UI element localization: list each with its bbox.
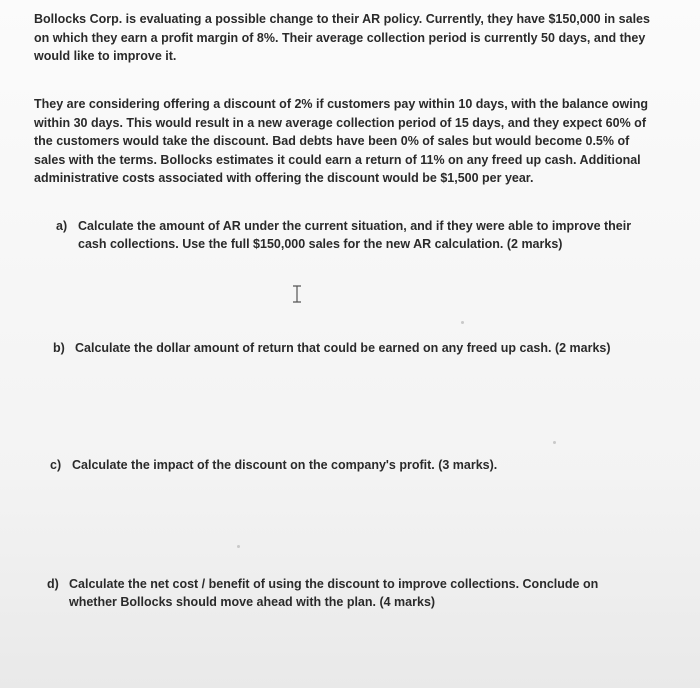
question-c-label: c) [50,458,62,472]
intro-paragraph: Bollocks Corp. is evaluating a possible change to their AR policy. Currently, they have $150,000 in sales on which they earn a profit margin of 8%. Their average collection period is currently 50 days, and they would like to improve it. [34,12,650,63]
paper-speck [237,545,240,548]
question-d-text: Calculate the net cost / benefit of using the discount to improve collections. Conclude on whether Bollocks should move ahead with the plan. (4 marks) [69,577,599,609]
question-b [53,339,643,357]
question-a [56,217,646,253]
question-a-label: a) [56,219,68,233]
question-d [47,575,637,611]
question-b-text: Calculate the dollar amount of return that could be earned on any freed up cash. (2 marks) [75,341,611,355]
text-cursor-icon [291,285,303,303]
paper-speck [553,441,556,444]
paper-speck [461,321,464,324]
question-a-text: Calculate the amount of AR under the current situation, and if they were able to improve their cash collections. Use the full $150,000 sales for the new AR calculation. (2 marks) [78,219,632,251]
scenario-paragraph: They are considering offering a discount of 2% if customers pay within 10 days, with the balance owing within 30 days. This would result in a new average collection period of 15 days, and they expect 60% of the customers would take the discount. Bad debts have been 0% of sales but would become 0.5% of sales with the terms. Bollocks estimates it could earn a return of 11% on any freed up cash. Additional administrative costs associated with offering the discount would be $1,500 per year. [34,97,649,185]
question-b-label: b) [53,341,65,355]
question-c [50,456,640,474]
question-d-label: d) [47,577,59,591]
question-c-text: Calculate the impact of the discount on the company's profit. (3 marks). [72,458,498,472]
